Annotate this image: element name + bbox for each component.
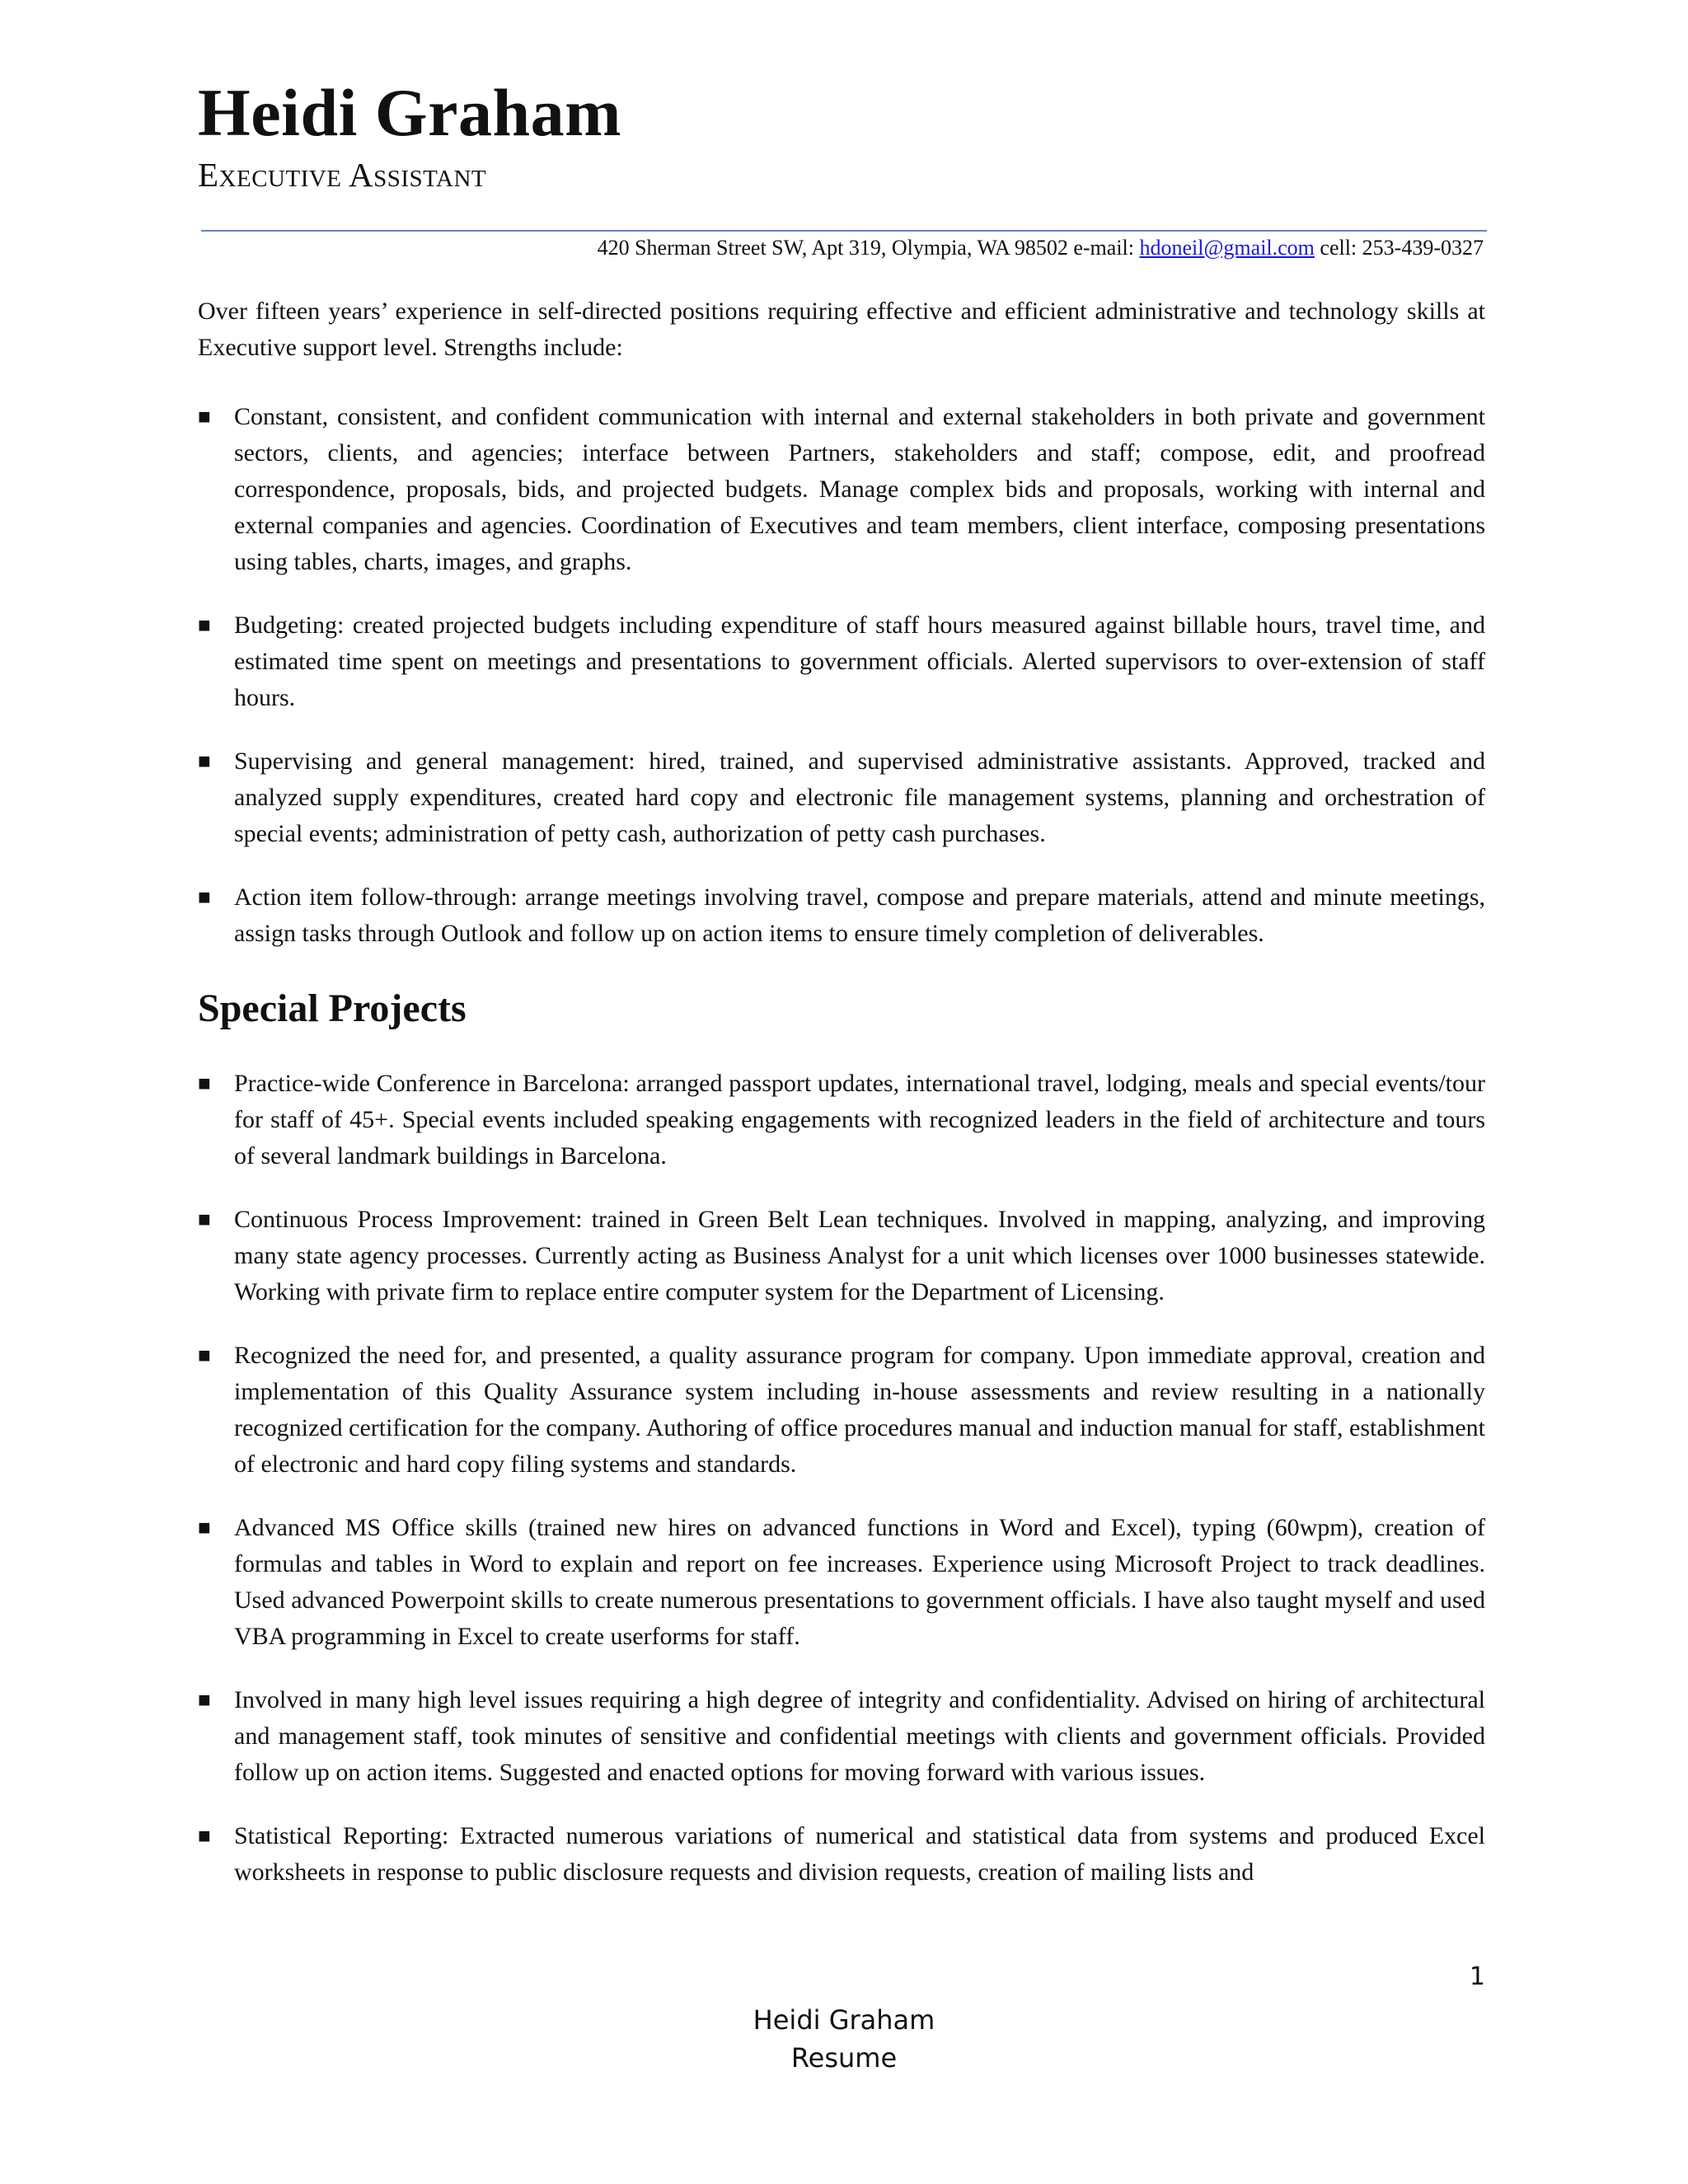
strength-text: Action item follow-through: arrange meetings involving travel, compose and prepare materials, attend and minute meetings, assign tasks through Outlook and follow up on action items to ensure timely completion of deliverables. <box>234 883 1485 947</box>
bullet-icon: ■ <box>198 613 211 637</box>
project-item <box>198 1818 1485 1891</box>
strength-text: Supervising and general management: hired, trained, and supervised administrative assistants. Approved, tracked and analyzed supply expenditures, created hard copy and electronic file management systems, planning and orchestration of special events; administration of petty cash, authorization of petty cash purchases. <box>234 748 1485 847</box>
project-text: Advanced MS Office skills (trained new hires on advanced functions in Word and Excel), typing (60wpm), creation of formulas and tables in Word to explain and report on fee increases. Experience using Microsoft Project to track deadlines. Used advanced Powerpoint skills to create numerous presentations to government officials. I have also taught myself and used VBA programming in Excel to create userforms for staff. <box>234 1514 1485 1650</box>
strength-item <box>198 399 1485 580</box>
strength-item <box>198 743 1485 852</box>
cell-number: 253-439-0327 <box>1362 236 1484 260</box>
intro-paragraph: Over fifteen years’ experience in self-directed positions requiring effective and efficient administrative and technology skills at Executive support level. Strengths include: <box>198 298 1485 361</box>
strength-item <box>198 879 1485 952</box>
project-item <box>198 1682 1485 1791</box>
candidate-name: Heidi Graham <box>198 75 621 150</box>
page-footer <box>0 2001 1688 2077</box>
bullet-icon: ■ <box>198 749 211 773</box>
special-projects-heading: Special Projects <box>198 987 467 1030</box>
footer-name: Heidi Graham <box>753 2004 935 2036</box>
contact-line <box>598 235 1484 261</box>
email-label: e-mail: <box>1073 236 1134 260</box>
bullet-icon: ■ <box>198 1207 211 1231</box>
bullet-icon: ■ <box>198 885 211 909</box>
project-text: Continuous Process Improvement: trained in Green Belt Lean techniques. Involved in mapping, analyzing, and improving many state agency processes. Currently acting as Business Analyst for a unit which licenses over 1000 businesses statewide. Working with private firm to replace entire computer system for the Department of Licensing. <box>234 1206 1485 1305</box>
cell-label: cell: <box>1320 236 1357 260</box>
project-item <box>198 1338 1485 1483</box>
strength-text: Constant, consistent, and confident communication with internal and external stakeholders in both private and government sectors, clients, and agencies; interface between Partners, stakeholders and staff; compose, edit, and proofread correspondence, proposals, bids, and projected budgets. Manage complex bids and proposals, working with internal and external companies and agencies. Coordination of Executives and team members, client interface, composing presentations using tables, charts, images, and graphs. <box>234 403 1485 575</box>
project-item <box>198 1510 1485 1655</box>
bullet-icon: ■ <box>198 405 211 429</box>
address: 420 Sherman Street SW, Apt 319, Olympia, WA 98502 <box>597 236 1068 260</box>
project-text: Recognized the need for, and presented, a quality assurance program for company. Upon immediate approval, creation and implementation of this Quality Assurance system including in-house assessments and review resulting in a nationally recognized certification for the company. Authoring of office procedures manual and induction manual for staff, establishment of electronic and hard copy filing systems and standards. <box>234 1342 1485 1478</box>
strengths-list <box>198 399 1485 979</box>
project-text: Statistical Reporting: Extracted numerous variations of numerical and statistical data from systems and produced Excel worksheets in response to public disclosure requests and division requests, creation of mailing lists and <box>234 1822 1485 1886</box>
project-text: Involved in many high level issues requiring a high degree of integrity and confidentiality. Advised on hiring of architectural and management staff, took minutes of sensitive and confidential meetings with clients and government officials. Provided follow up on action items. Suggested and enacted options for moving forward with various issues. <box>234 1686 1485 1786</box>
bullet-icon: ■ <box>198 1824 211 1848</box>
special-projects-list <box>198 1066 1485 1918</box>
project-text: Practice-wide Conference in Barcelona: arranged passport updates, international travel, lodging, meals and special events/tour for staff of 45+. Special events included speaking engagements with recognized leaders in the field of architecture and tours of several landmark buildings in Barcelona. <box>234 1070 1485 1169</box>
page-number: 1 <box>1469 1962 1485 1991</box>
footer-label: Resume <box>790 2042 898 2074</box>
email-link[interactable]: hdoneil@gmail.com <box>1139 236 1315 260</box>
strength-item <box>198 607 1485 716</box>
project-item <box>198 1202 1485 1310</box>
project-item <box>198 1066 1485 1174</box>
header-divider <box>201 230 1487 232</box>
bullet-icon: ■ <box>198 1516 211 1540</box>
candidate-title: Executive Assistant <box>198 156 487 194</box>
bullet-icon: ■ <box>198 1343 211 1367</box>
strength-text: Budgeting: created projected budgets including expenditure of staff hours measured against billable hours, travel time, and estimated time spent on meetings and presentations to government officials. Alerted supervisors to over-extension of staff hours. <box>234 612 1485 711</box>
bullet-icon: ■ <box>198 1688 211 1712</box>
bullet-icon: ■ <box>198 1071 211 1095</box>
